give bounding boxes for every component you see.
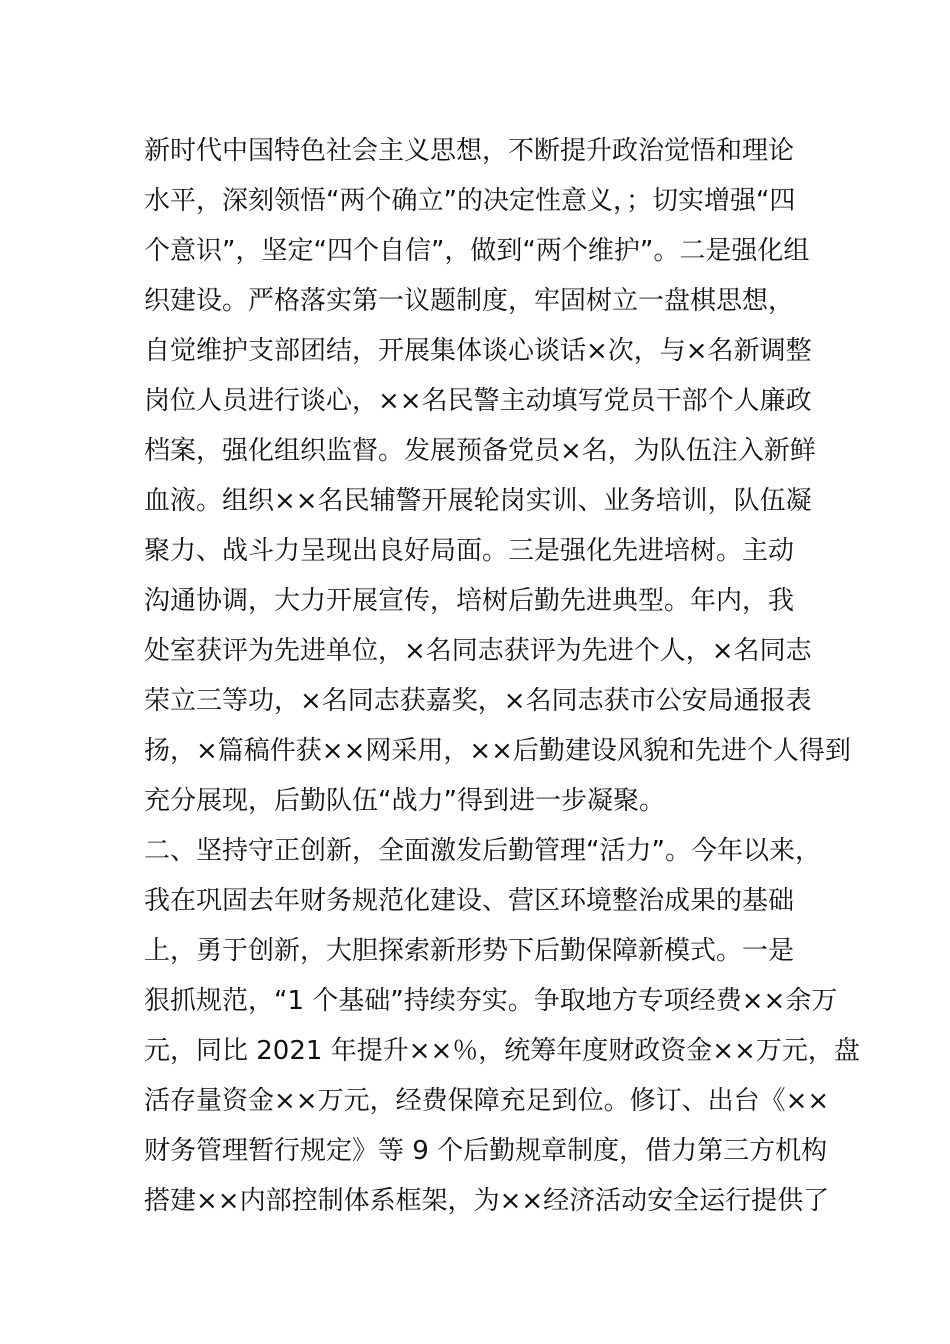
text-line-19: 元，同比 2021 年提升××％，统筹年度财政资金××万元，盘 xyxy=(144,1036,860,1066)
text-line-5: 自觉维护支部团结，开展集体谈心谈话×次，与×名新调整 xyxy=(144,336,812,366)
text-line-13: 扬，×篇稿件获××网采用，××后勤建设风貌和先进个人得到 xyxy=(144,736,851,766)
text-line-3: 个意识”，坚定“四个自信”，做到“两个维护”。二是强化组 xyxy=(144,236,810,266)
text-line-7: 档案，强化组织监督。发展预备党员×名，为队伍注入新鲜 xyxy=(144,436,816,466)
text-line-18: 狠抓规范，“1 个基础”持续夯实。争取地方专项经费××余万 xyxy=(144,986,838,1016)
text-line-16: 我在巩固去年财务规范化建设、营区环境整治成果的基础 xyxy=(144,886,795,916)
text-line-17: 上，勇于创新，大胆探索新形势下后勤保障新模式。一是 xyxy=(144,936,795,966)
text-line-4: 织建设。严格落实第一议题制度，牢固树立一盘棋思想， xyxy=(144,286,795,316)
text-line-1: 新时代中国特色社会主义思想，不断提升政治觉悟和理论 xyxy=(144,136,795,166)
body-text xyxy=(144,126,860,1226)
text-line-14: 充分展现，后勤队伍“战力”得到进一步凝聚。 xyxy=(144,786,665,816)
text-line-9: 聚力、战斗力呈现出良好局面。三是强化先进培树。主动 xyxy=(144,536,795,566)
text-line-2: 水平，深刻领悟“两个确立”的决定性意义，；切实增强“四 xyxy=(144,186,796,216)
text-line-12: 荣立三等功，×名同志获嘉奖，×名同志获市公安局通报表 xyxy=(144,686,812,716)
section-heading-line: 二、坚持守正创新，全面激发后勤管理“活力”。今年以来， xyxy=(144,836,821,866)
text-line-21: 财务管理暂行规定》等 9 个后勤规章制度，借力第三方机构 xyxy=(144,1136,828,1166)
text-line-11: 处室获评为先进单位，×名同志获评为先进个人，×名同志 xyxy=(144,636,812,666)
text-line-10: 沟通协调，大力开展宣传，培树后勤先进典型。年内，我 xyxy=(144,586,795,616)
text-line-8: 血液。组织××名民辅警开展轮岗实训、业务培训，队伍凝 xyxy=(144,486,812,516)
text-line-22: 搭建××内部控制体系框架，为××经济活动安全运行提供了 xyxy=(144,1186,830,1216)
text-line-6: 岗位人员进行谈心，××名民警主动填写党员干部个人廉政 xyxy=(144,386,812,416)
text-line-20: 活存量资金××万元，经费保障充足到位。修订、出台《×× xyxy=(144,1086,830,1116)
